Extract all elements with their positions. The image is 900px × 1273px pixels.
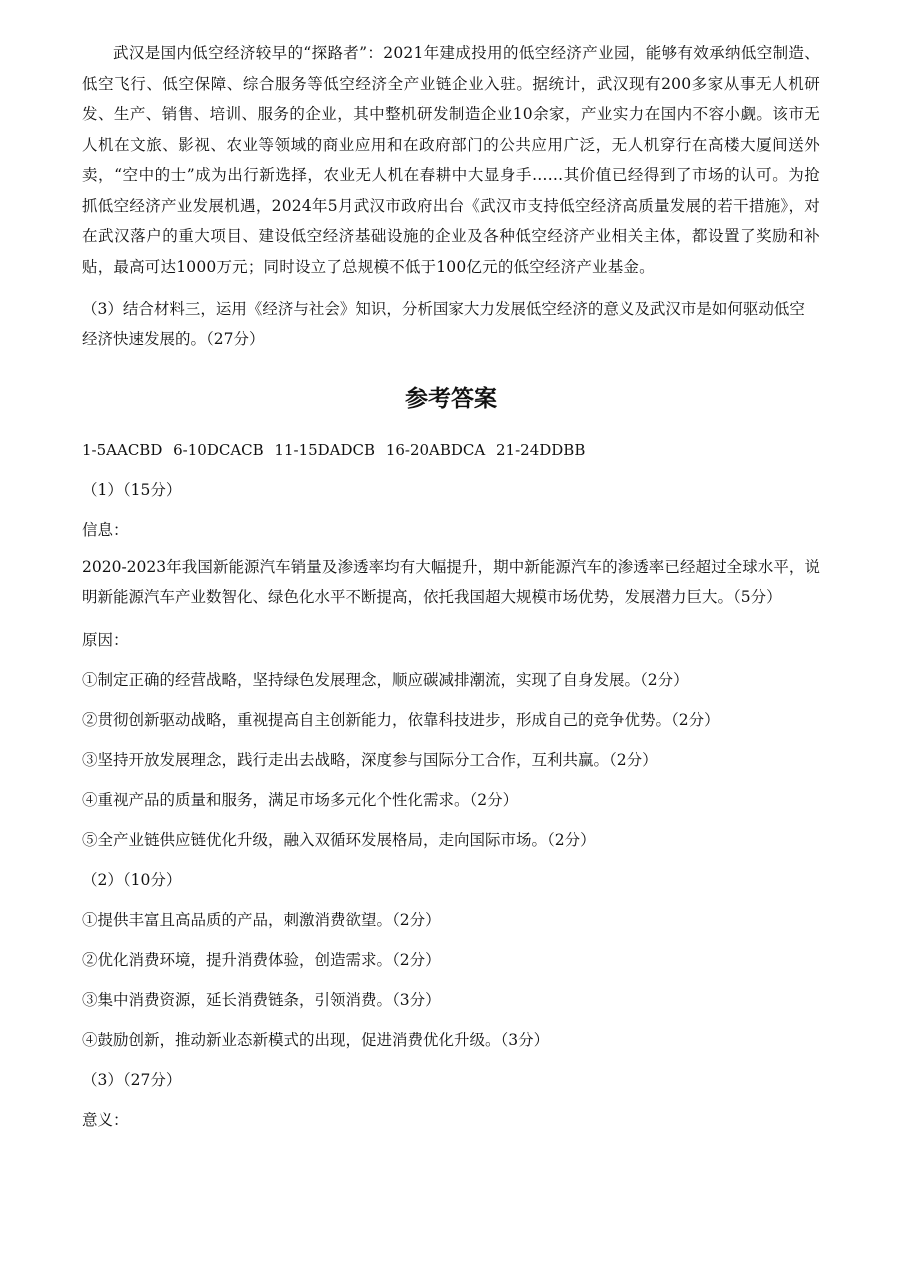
answer-part-3	[82, 1068, 820, 1132]
part2-item: ④鼓励创新，推动新业态新模式的出现，促进消费优化升级。（3分）	[82, 1031, 550, 1049]
answer-part-2	[82, 868, 820, 1052]
part1-reason-label: 原因：	[82, 631, 129, 649]
material-three	[82, 38, 820, 282]
part1-header: （1）（15分）	[82, 481, 182, 499]
reason-item: ③坚持开放发展理念，践行走出去战略，深度参与国际分工合作，互利共赢。（2分）	[82, 751, 658, 769]
part2-item: ①提供丰富且高品质的产品，刺激消费欲望。（2分）	[82, 911, 441, 929]
reason-item: ①制定正确的经营战略，坚持绿色发展理念，顺应碳减排潮流，实现了自身发展。（2分）	[82, 671, 689, 689]
answer-title: 参考答案	[405, 386, 497, 412]
reason-item: ⑤全产业链供应链优化升级，融入双循环发展格局，走向国际市场。（2分）	[82, 831, 596, 849]
part2-item: ③集中消费资源，延长消费链条，引领消费。（3分）	[82, 991, 441, 1009]
part1-info-text: 2020-2023年我国新能源汽车销量及渗透率均有大幅提升，期中新能源汽车的渗透率已经超过全球水平，说明新能源汽车产业数智化、绿色化水平不断提高，依托我国超大规模市场优势，发展潜力巨大。（5分）	[82, 558, 820, 606]
part2-item: ②优化消费环境，提升消费体验，创造需求。（2分）	[82, 951, 441, 969]
reason-item: ④重视产品的质量和服务，满足市场多元化个性化需求。（2分）	[82, 791, 519, 809]
part1-info-label: 信息：	[82, 521, 129, 539]
part2-header: （2）（10分）	[82, 871, 182, 889]
reason-item: ②贯彻创新驱动战略，重视提高自主创新能力，依靠科技进步，形成自己的竞争优势。（2分）	[82, 711, 720, 729]
question-3: （3）结合材料三，运用《经济与社会》知识，分析国家大力发展低空经济的意义及武汉市是如何驱动低空经济快速发展的。（27分）	[82, 300, 805, 348]
answer-part-1	[82, 478, 820, 852]
part3-meaning-label: 意义：	[82, 1111, 129, 1129]
material-paragraph: 武汉是国内低空经济较早的“探路者”：2021年建成投用的低空经济产业园，能够有效承纳低空制造、低空飞行、低空保障、综合服务等低空经济全产业链企业入驻。据统计，武汉现有200多家从事无人机研发、生产、销售、培训、服务的企业，其中整机研发制造企业10余家，产业实力在国内不容小觑。该市无人机在文旅、影视、农业等领域的商业应用和在政府部门的公共应用广泛，无人机穿行在高楼大厦间送外卖，“空中的士”成为出行新选择，农业无人机在春耕中大显身手……其价值已经得到了市场的认可。为抢抓低空经济产业发展机遇，2024年5月武汉市政府出台《武汉市支持低空经济高质量发展的若干措施》，对在武汉落户的重大项目、建设低空经济基础设施的企业及各种低空经济产业相关主体，都设置了奖励和补贴，最高可达1000万元；同时设立了总规模不低于100亿元的低空经济产业基金。	[82, 44, 820, 276]
part3-header: （3）（27分）	[82, 1071, 182, 1089]
multiple-choice-answers: 1-5AACBD 6-10DCACB 11-15DADCB 16-20ABDCA 21-24DDBB	[82, 441, 586, 459]
